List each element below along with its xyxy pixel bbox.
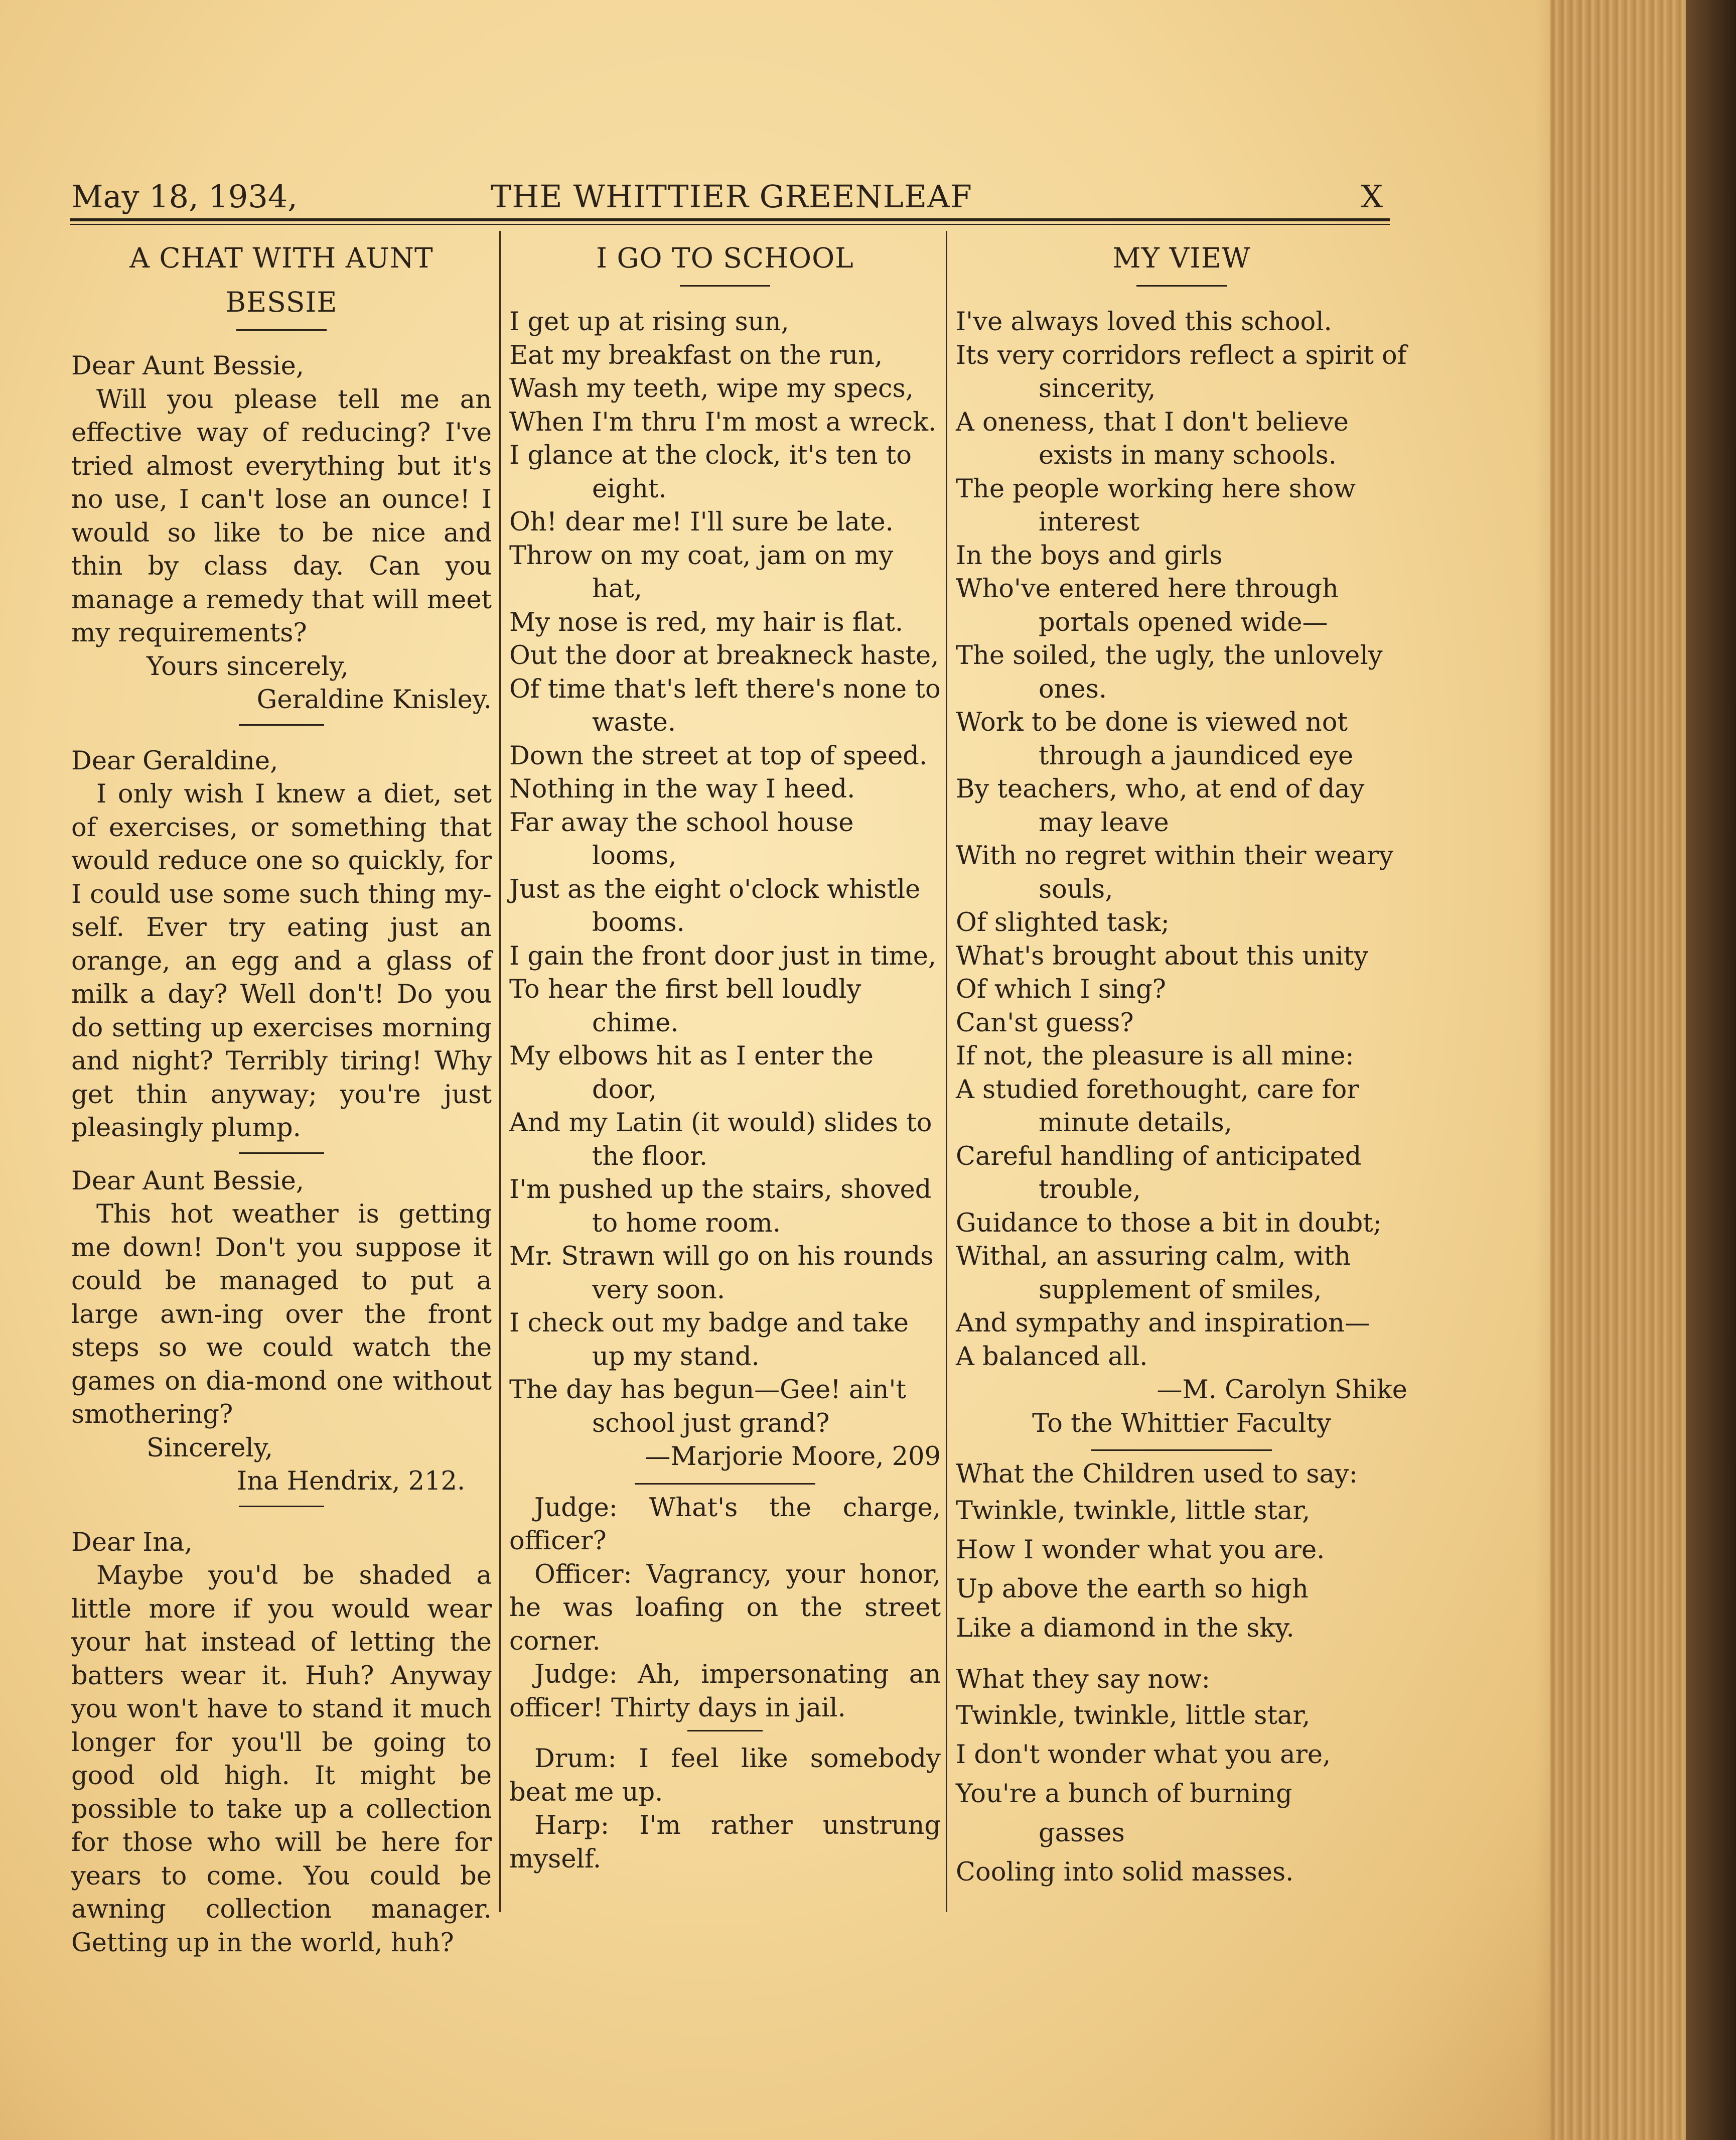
poem-line: The day has begun—Gee! ain't school just grand? [509, 1375, 907, 1438]
reply-body: Maybe you'd be shaded a little more if you would wear your hat instead of letting the batters wear it. Huh? Anyway you won't have to stand it much longer for you'll be going to good old high. It might be possible to take up a collection for those who will be here for years to come. You could be awning collection manager. Getting up in the world, huh? [71, 1561, 492, 1958]
joke-line: Drum: I feel like somebody beat me up. [509, 1744, 941, 1807]
header-rule-thin [70, 224, 1390, 225]
letter-signature: Ina Hendrix, 212. [237, 1466, 466, 1496]
poem-line: I glance at the clock, it's ten to eight. [509, 441, 912, 504]
letter-closing: Yours sincerely, [147, 651, 349, 682]
joke-line: Judge: What's the charge, officer? [509, 1493, 941, 1556]
rhyme-line: Twinkle, twinkle, little star, [956, 1496, 1311, 1526]
poem-line: A oneness, that I don't believe exists in many schools. [956, 407, 1349, 470]
poem-line: What's brought about this unity [956, 941, 1369, 971]
letter-signature: Geraldine Knisley. [256, 685, 492, 715]
column-divider-2 [946, 231, 947, 1912]
poem-line: To hear the first bell loudly chime. [509, 975, 861, 1038]
poem-line: Just as the eight o'clock whistle booms. [509, 874, 921, 938]
column-divider-1 [499, 231, 501, 1912]
column-title: MY VIEW [1112, 242, 1251, 274]
poem-line: Work to be done is viewed not through a jaundiced eye [956, 708, 1354, 771]
poem-line: Far away the school house looms, [509, 808, 854, 871]
book-binding [1686, 0, 1736, 2140]
poem-line: Guidance to those a bit in doubt; [956, 1208, 1382, 1238]
poem-line: I gain the front door just in time, [509, 941, 937, 971]
poem-line: My elbows hit as I enter the door, [509, 1041, 874, 1105]
joke-line: Officer: Vagrancy, your honor, he was loafing on the street corner. [509, 1559, 941, 1656]
reply-salutation: Dear Geraldine, [71, 746, 278, 776]
poem-line: I check out my badge and take up my stand. [509, 1308, 909, 1372]
poem-line: In the boys and girls [956, 541, 1223, 571]
poem-line: By teachers, who, at end of day may leave [956, 774, 1365, 838]
letter-salutation: Dear Aunt Bessie, [71, 1166, 305, 1196]
poem-line: When I'm thru I'm most a wreck. [509, 407, 937, 437]
page-number: X [1361, 178, 1383, 215]
poem-line: If not, the pleasure is all mine: [956, 1041, 1354, 1071]
poem-line: The people working here show interest [956, 474, 1356, 537]
column-i-go-to-school [509, 236, 941, 1876]
poem-line: With no regret within their weary souls, [956, 841, 1394, 904]
reply-body: I only wish I knew a diet, set of exercises, or something that would reduce one so quickly, for I could use some such thing my-self. Ever try eating just an orange, an egg and a glass of milk a day? Well don't! Do you do setting up exercises morning and night? Terribly tiring! Why get thin anyway; you're just pleasingly plump. [71, 779, 492, 1143]
rhyme-line: How I wonder what you are. [956, 1535, 1325, 1565]
poem-line: My nose is red, my hair is flat. [509, 607, 904, 637]
rhyme-line: You're a bunch of burning [956, 1779, 1292, 1809]
column-title: A CHAT WITH AUNT BESSIE [129, 242, 433, 318]
rhyme-line: Like a diamond in the sky. [956, 1613, 1294, 1643]
poem-line: And sympathy and inspiration— [956, 1308, 1370, 1338]
poem-line: Can'st guess? [956, 1008, 1134, 1038]
column-my-view [956, 236, 1407, 1892]
letter-salutation: Dear Aunt Bessie, [71, 351, 305, 381]
rhyme-line: Twinkle, twinkle, little star, [956, 1701, 1311, 1730]
poem-line: Down the street at top of speed. [509, 741, 928, 771]
poem-line: Throw on my coat, jam on my hat, [509, 541, 894, 604]
rhyme-line: Cooling into solid masses. [956, 1857, 1294, 1887]
poem-line: Out the door at breakneck haste, [509, 641, 939, 671]
poem-line: The soiled, the ugly, the unlovely ones. [956, 641, 1383, 704]
letter-body: Will you please tell me an effective way of reducing? I've tried almost everything but it's no use, I can't lose an ounce! I would so like to be nice and thin by class day. Can you manage a remedy that will meet my requirements? [71, 384, 492, 648]
rhyme-line: Up above the earth so high [956, 1574, 1309, 1604]
poem-line: A studied forethought, care for minute details, [956, 1075, 1359, 1138]
poem-dedication: To the Whittier Faculty [1032, 1408, 1331, 1438]
joke-line: Judge: Ah, impersonating an officer! Thirty days in jail. [509, 1660, 941, 1723]
letter-closing: Sincerely, [147, 1433, 273, 1463]
poem-line: I've always loved this school. [956, 307, 1332, 337]
poem-line: I'm pushed up the stairs, shoved to home room. [509, 1175, 932, 1238]
issue-date: May 18, 1934, [71, 178, 298, 215]
poem-line: Wash my teeth, wipe my specs, [509, 374, 914, 404]
poem-line: Withal, an assuring calm, with supplement of smiles, [956, 1242, 1351, 1305]
reply-salutation: Dear Ina, [71, 1527, 193, 1557]
poem-line: And my Latin (it would) slides to the floor. [509, 1108, 932, 1171]
poem-author: —Marjorie Moore, 209 [645, 1442, 941, 1472]
letter-body: This hot weather is getting me down! Don't you suppose it could be managed to put a large awn-ing over the front steps so we could watch the games on dia-mond one without smothering? [71, 1199, 492, 1429]
poem-line: Eat my breakfast on the run, [509, 340, 883, 370]
column-title: I GO TO SCHOOL [596, 242, 854, 274]
poem-line: Of time that's left there's none to waste. [509, 674, 941, 737]
poem-line: Of slighted task; [956, 908, 1170, 938]
poem-line: I get up at rising sun, [509, 307, 789, 337]
rhyme-heading: What the Children used to say: [956, 1459, 1358, 1489]
poem-line: Nothing in the way I heed. [509, 774, 855, 804]
rhyme-line: gasses [1039, 1818, 1125, 1848]
poem-line: Its very corridors reflect a spirit of sincerity, [956, 340, 1407, 404]
poem-line: Oh! dear me! I'll sure be late. [509, 507, 894, 537]
joke-line: Harp: I'm rather unstrung myself. [509, 1811, 941, 1874]
poem-line: Mr. Strawn will go on his rounds very soon. [509, 1242, 934, 1305]
poem-line: A balanced all. [956, 1342, 1148, 1372]
poem-author: —M. Carolyn Shike [1156, 1375, 1407, 1405]
poem-line: Careful handling of anticipated trouble, [956, 1141, 1362, 1205]
rhyme-heading: What they say now: [956, 1664, 1210, 1694]
masthead-title: THE WHITTIER GREENLEAF [491, 178, 972, 215]
column-aunt-bessie [71, 236, 492, 1960]
rhyme-line: I don't wonder what you are, [956, 1740, 1331, 1770]
poem-line: Of which I sing? [956, 975, 1167, 1004]
header-rule [70, 218, 1390, 221]
poem-line: Who've entered here through portals opened wide— [956, 574, 1339, 637]
